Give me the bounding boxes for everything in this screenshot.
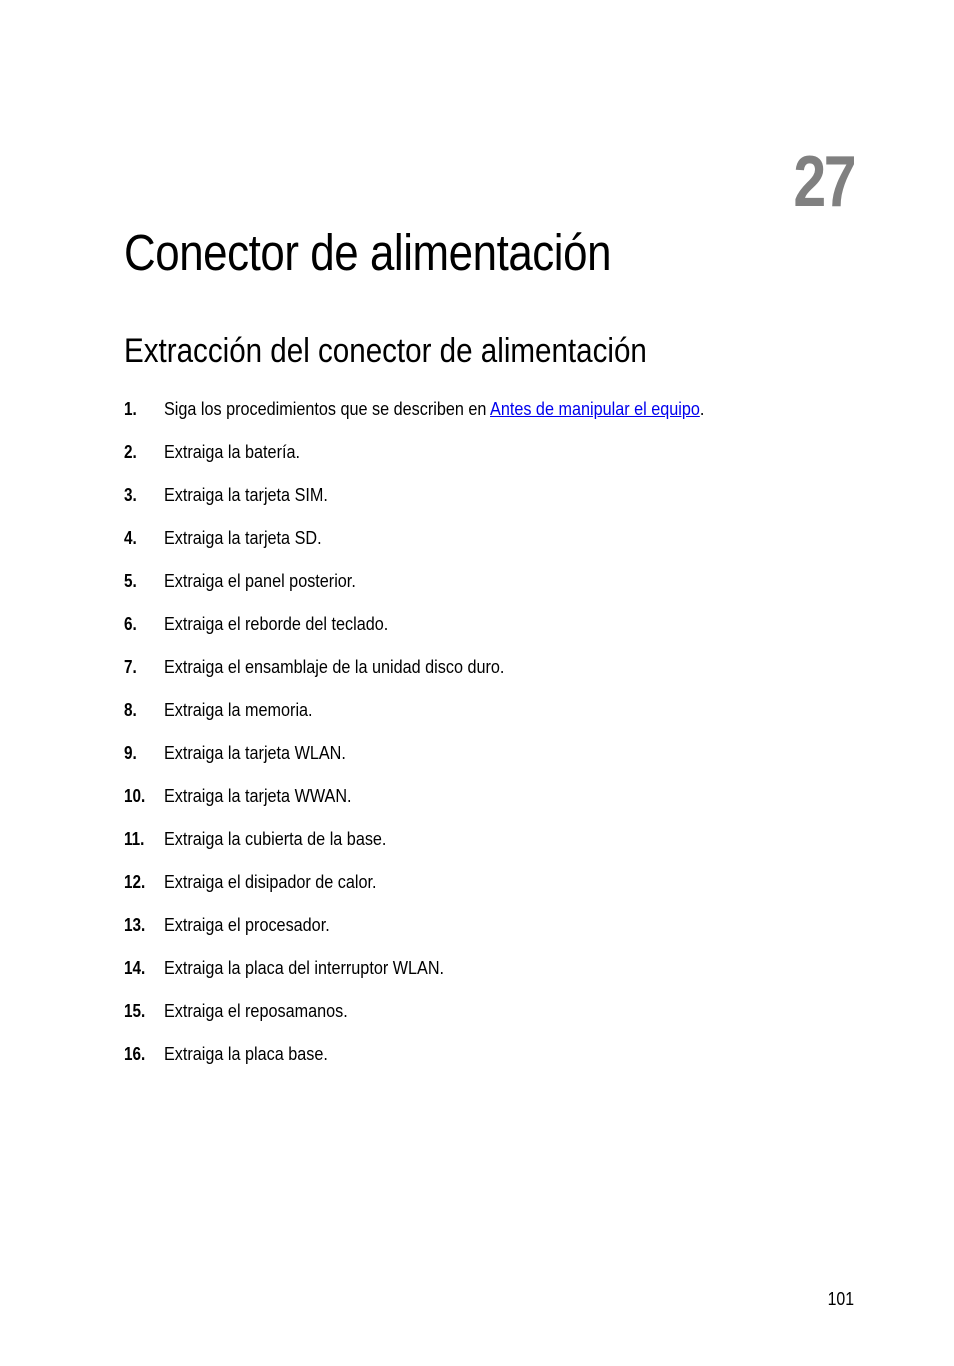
step-text: Extraiga el procesador. xyxy=(164,915,330,935)
section-title: Extracción del conector de alimentación xyxy=(124,332,647,370)
step-number: 1. xyxy=(124,399,137,419)
step-number: 3. xyxy=(124,485,137,505)
step-text-after-link: . xyxy=(699,399,705,419)
step-item xyxy=(124,438,764,481)
step-text xyxy=(164,395,704,423)
step-text: Extraiga la cubierta de la base. xyxy=(164,829,387,849)
step-text: Extraiga el reposamanos. xyxy=(164,1001,348,1021)
step-text: Extraiga la tarjeta SIM. xyxy=(164,485,328,505)
step-number: 14. xyxy=(124,958,146,978)
step-text: Extraiga la memoria. xyxy=(164,700,313,720)
step-text: Extraiga la placa del interruptor WLAN. xyxy=(164,958,445,978)
step-number: 9. xyxy=(124,743,137,763)
step-number: 7. xyxy=(124,657,137,677)
step-number: 5. xyxy=(124,571,137,591)
step-number: 4. xyxy=(124,528,137,548)
step-number: 12. xyxy=(124,872,146,892)
step-number: 10. xyxy=(124,786,146,806)
step-item xyxy=(124,653,764,696)
step-item xyxy=(124,782,764,825)
step-number: 6. xyxy=(124,614,137,634)
step-item xyxy=(124,868,764,911)
step-item xyxy=(124,911,764,954)
step-number: 8. xyxy=(124,700,137,720)
step-text: Extraiga la tarjeta WWAN. xyxy=(164,786,352,806)
step-text: Extraiga la placa base. xyxy=(164,1044,328,1064)
page-number: 101 xyxy=(827,1289,854,1309)
step-text: Extraiga la tarjeta WLAN. xyxy=(164,743,346,763)
step-number: 11. xyxy=(124,829,145,849)
step-item xyxy=(124,395,764,438)
step-text: Extraiga el disipador de calor. xyxy=(164,872,377,892)
step-text: Extraiga el ensamblaje de la unidad disco duro. xyxy=(164,657,505,677)
step-item xyxy=(124,997,764,1040)
step-text: Extraiga el panel posterior. xyxy=(164,571,356,591)
step-item xyxy=(124,739,764,782)
step-item xyxy=(124,696,764,739)
step-text: Extraiga la batería. xyxy=(164,442,300,462)
steps-list xyxy=(124,395,764,1083)
step-item xyxy=(124,610,764,653)
step-item xyxy=(124,825,764,868)
step-text: Extraiga el reborde del teclado. xyxy=(164,614,389,634)
step-text: Extraiga la tarjeta SD. xyxy=(164,528,322,548)
step-item xyxy=(124,567,764,610)
step-number: 13. xyxy=(124,915,146,935)
before-handling-link[interactable]: Antes de manipular el equipo xyxy=(490,399,700,419)
step-number: 15. xyxy=(124,1001,146,1021)
chapter-number: 27 xyxy=(793,142,854,222)
step-text-before-link: Siga los procedimientos que se describen en xyxy=(164,399,491,419)
step-item xyxy=(124,1040,764,1083)
step-number: 16. xyxy=(124,1044,146,1064)
step-item xyxy=(124,481,764,524)
step-item xyxy=(124,524,764,567)
step-number: 2. xyxy=(124,442,137,462)
step-item xyxy=(124,954,764,997)
chapter-title: Conector de alimentación xyxy=(124,224,612,281)
